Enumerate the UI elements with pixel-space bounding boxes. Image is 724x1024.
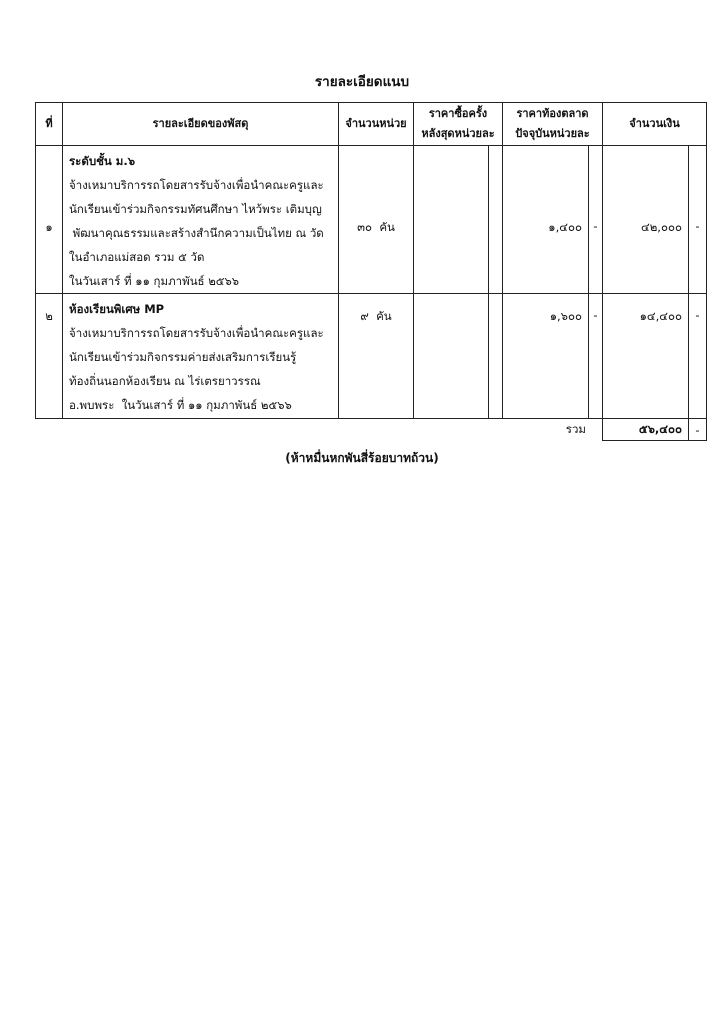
header-row <box>36 103 707 146</box>
row-description <box>63 146 339 294</box>
items-table <box>35 102 707 441</box>
row-number: ๑ <box>36 146 63 294</box>
amount-in-words: (ห้าหมื่นหกพันสี่ร้อยบาทถ้วน) <box>285 451 439 465</box>
row-last-price <box>414 294 489 419</box>
row-market-price-satang: - <box>589 146 603 294</box>
header-last-price <box>414 103 503 146</box>
row-line: ในอำเภอแม่สอด รวม ๕ วัด <box>69 250 205 264</box>
row-last-price <box>414 146 489 294</box>
row-line: นักเรียนเข้าร่วมกิจกรรมทัศนศึกษา ไหว้พระ เติมบุญ <box>69 202 322 216</box>
total-amount-satang: - <box>689 419 707 441</box>
row-heading: ห้องเรียนพิเศษ MP <box>69 302 165 316</box>
row-qty: ๙ คัน <box>339 294 414 419</box>
header-market-price <box>503 103 603 146</box>
row-number: ๒ <box>36 294 63 419</box>
document-title: รายละเอียดแนบ <box>314 74 410 90</box>
row-amount: ๔๒,๐๐๐ <box>603 146 689 294</box>
header-market-price-line2: ปัจจุบันหน่วยละ <box>515 127 590 140</box>
total-label: รวม <box>565 421 586 436</box>
row-market-price: ๑,๖๐๐ <box>503 294 589 419</box>
row-line: นักเรียนเข้าร่วมกิจกรรมค่ายส่งเสริมการเรียนรู้ <box>69 350 297 364</box>
row-line: จ้างเหมาบริการรถโดยสารรับจ้างเพื่อนำคณะครูและ <box>69 178 324 192</box>
row-amount: ๑๔,๔๐๐ <box>603 294 689 419</box>
row-line: อ.พบพระ ในวันเสาร์ ที่ ๑๑ กุมภาพันธ์ ๒๕๖๖ <box>69 398 292 412</box>
row-heading: ระดับชั้น ม.๖ <box>69 154 136 168</box>
row-line: ท้องถิ่นนอกห้องเรียน ณ ไร่เตรยาวรรณ <box>69 374 261 388</box>
header-amount: จำนวนเงิน <box>603 103 707 146</box>
row-market-price: ๑,๔๐๐ <box>503 146 589 294</box>
header-last-price-line2: หลังสุดหน่วยละ <box>421 127 495 140</box>
header-market-price-line1: ราคาท้องตลาด <box>516 107 589 120</box>
table-row <box>36 294 707 419</box>
row-line: จ้างเหมาบริการรถโดยสารรับจ้างเพื่อนำคณะครูและ <box>69 326 324 340</box>
row-line: ในวันเสาร์ ที่ ๑๑ กุมภาพันธ์ ๒๕๖๖ <box>69 274 240 288</box>
table-row <box>36 146 707 294</box>
header-no: ที่ <box>36 103 63 146</box>
header-detail: รายละเอียดของพัสดุ <box>63 103 339 146</box>
total-amount: ๕๖,๔๐๐ <box>603 419 689 441</box>
row-last-price-satang <box>489 294 503 419</box>
row-amount-satang: - <box>689 294 707 419</box>
row-amount-satang: - <box>689 146 707 294</box>
row-qty: ๓๐ คัน <box>339 146 414 294</box>
row-market-price-satang: - <box>589 294 603 419</box>
row-line: พัฒนาคุณธรรมและสร้างสำนึกความเป็นไทย ณ วัด <box>69 226 324 240</box>
total-row <box>36 419 707 441</box>
row-last-price-satang <box>489 146 503 294</box>
header-last-price-line1: ราคาซื้อครั้ง <box>428 107 488 120</box>
header-qty: จำนวนหน่วย <box>339 103 414 146</box>
row-description <box>63 294 339 419</box>
